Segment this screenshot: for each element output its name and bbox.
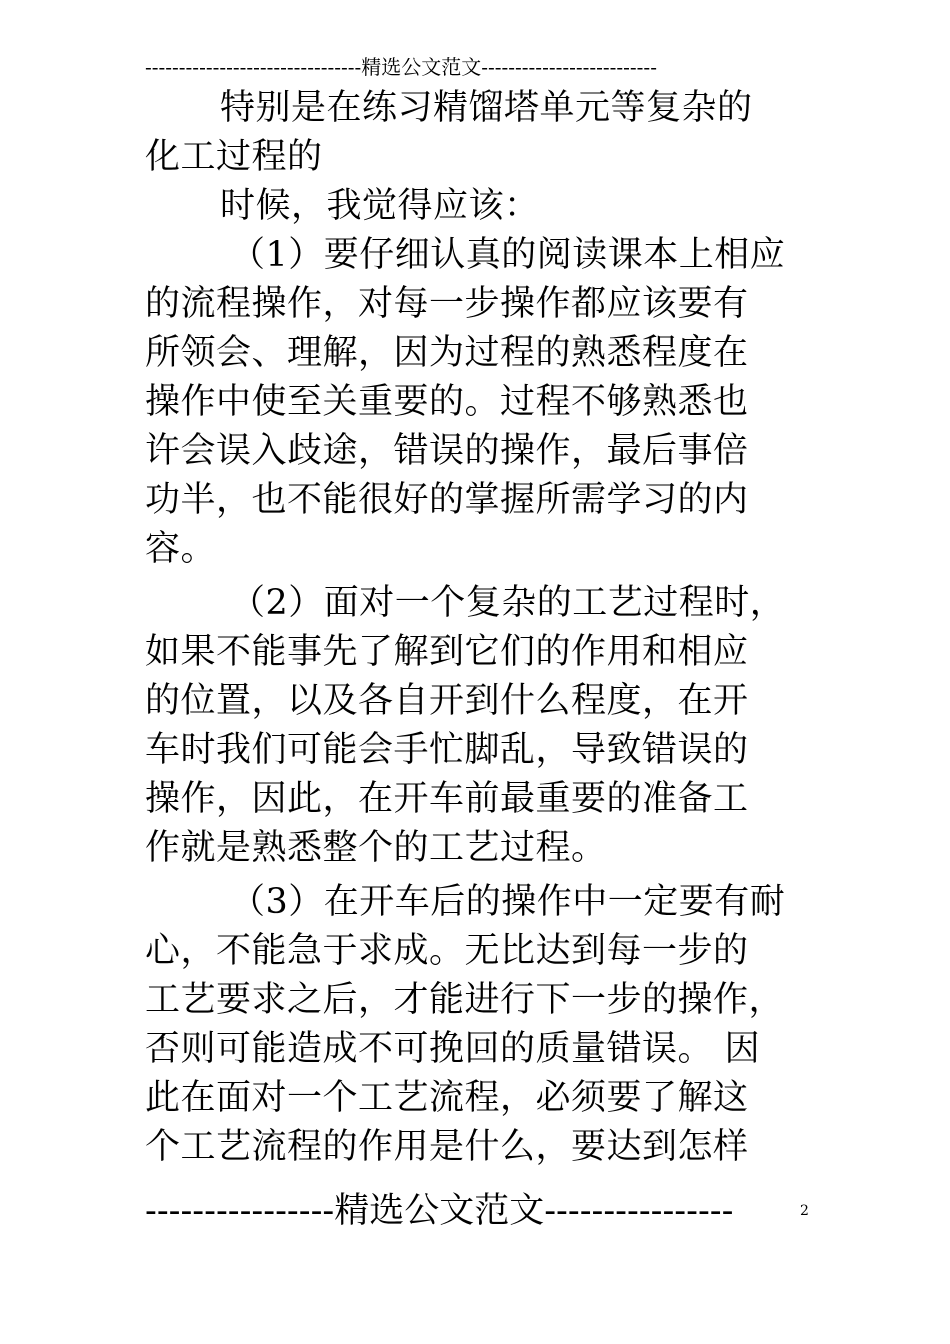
text-line: 所领会、理解，因为过程的熟悉程度在 xyxy=(145,333,749,373)
text-line: 功半，也不能很好的掌握所需学习的内 xyxy=(145,480,749,520)
text-line: （2）面对一个复杂的工艺过程时， xyxy=(230,583,786,623)
text-line: 个工艺流程的作用是什么，要达到怎样 xyxy=(145,1127,749,1167)
text-line: （3）在开车后的操作中一定要有耐 xyxy=(230,882,786,922)
text-line: 操作，因此，在开车前最重要的准备工 xyxy=(145,779,749,819)
text-line: （1）要仔细认真的阅读课本上相应 xyxy=(230,235,786,275)
text-line: 许会误入歧途，错误的操作，最后事倍 xyxy=(145,431,749,471)
text-line: 作就是熟悉整个的工艺过程。 xyxy=(145,828,607,868)
page-footer: ----------------精选公文范文---------------- xyxy=(145,1191,734,1231)
text-line: 的流程操作，对每一步操作都应该要有 xyxy=(145,284,749,324)
text-line: 操作中使至关重要的。过程不够熟悉也 xyxy=(145,382,749,422)
text-line: 车时我们可能会手忙脚乱，导致错误的 xyxy=(145,730,749,770)
text-line: 容。 xyxy=(145,529,217,569)
text-line: 否则可能造成不可挽回的质量错误。 因 xyxy=(145,1029,761,1069)
text-line: 化工过程的 xyxy=(145,137,323,177)
page-number: 2 xyxy=(800,1203,809,1219)
document-body xyxy=(145,84,810,1172)
text-line: 此在面对一个工艺流程，必须要了解这 xyxy=(145,1078,749,1118)
text-line: 特别是在练习精馏塔单元等复杂的 xyxy=(220,88,753,128)
page-header: --------------------------------精选公文范文-------------------------- xyxy=(145,55,657,79)
text-line: 的位置，以及各自开到什么程度，在开 xyxy=(145,681,749,721)
text-line: 如果不能事先了解到它们的作用和相应 xyxy=(145,632,749,672)
text-line: 心，不能急于求成。无比达到每一步的 xyxy=(145,931,749,971)
text-line: 时候，我觉得应该： xyxy=(220,186,540,226)
text-line: 工艺要求之后，才能进行下一步的操作， xyxy=(145,980,785,1020)
